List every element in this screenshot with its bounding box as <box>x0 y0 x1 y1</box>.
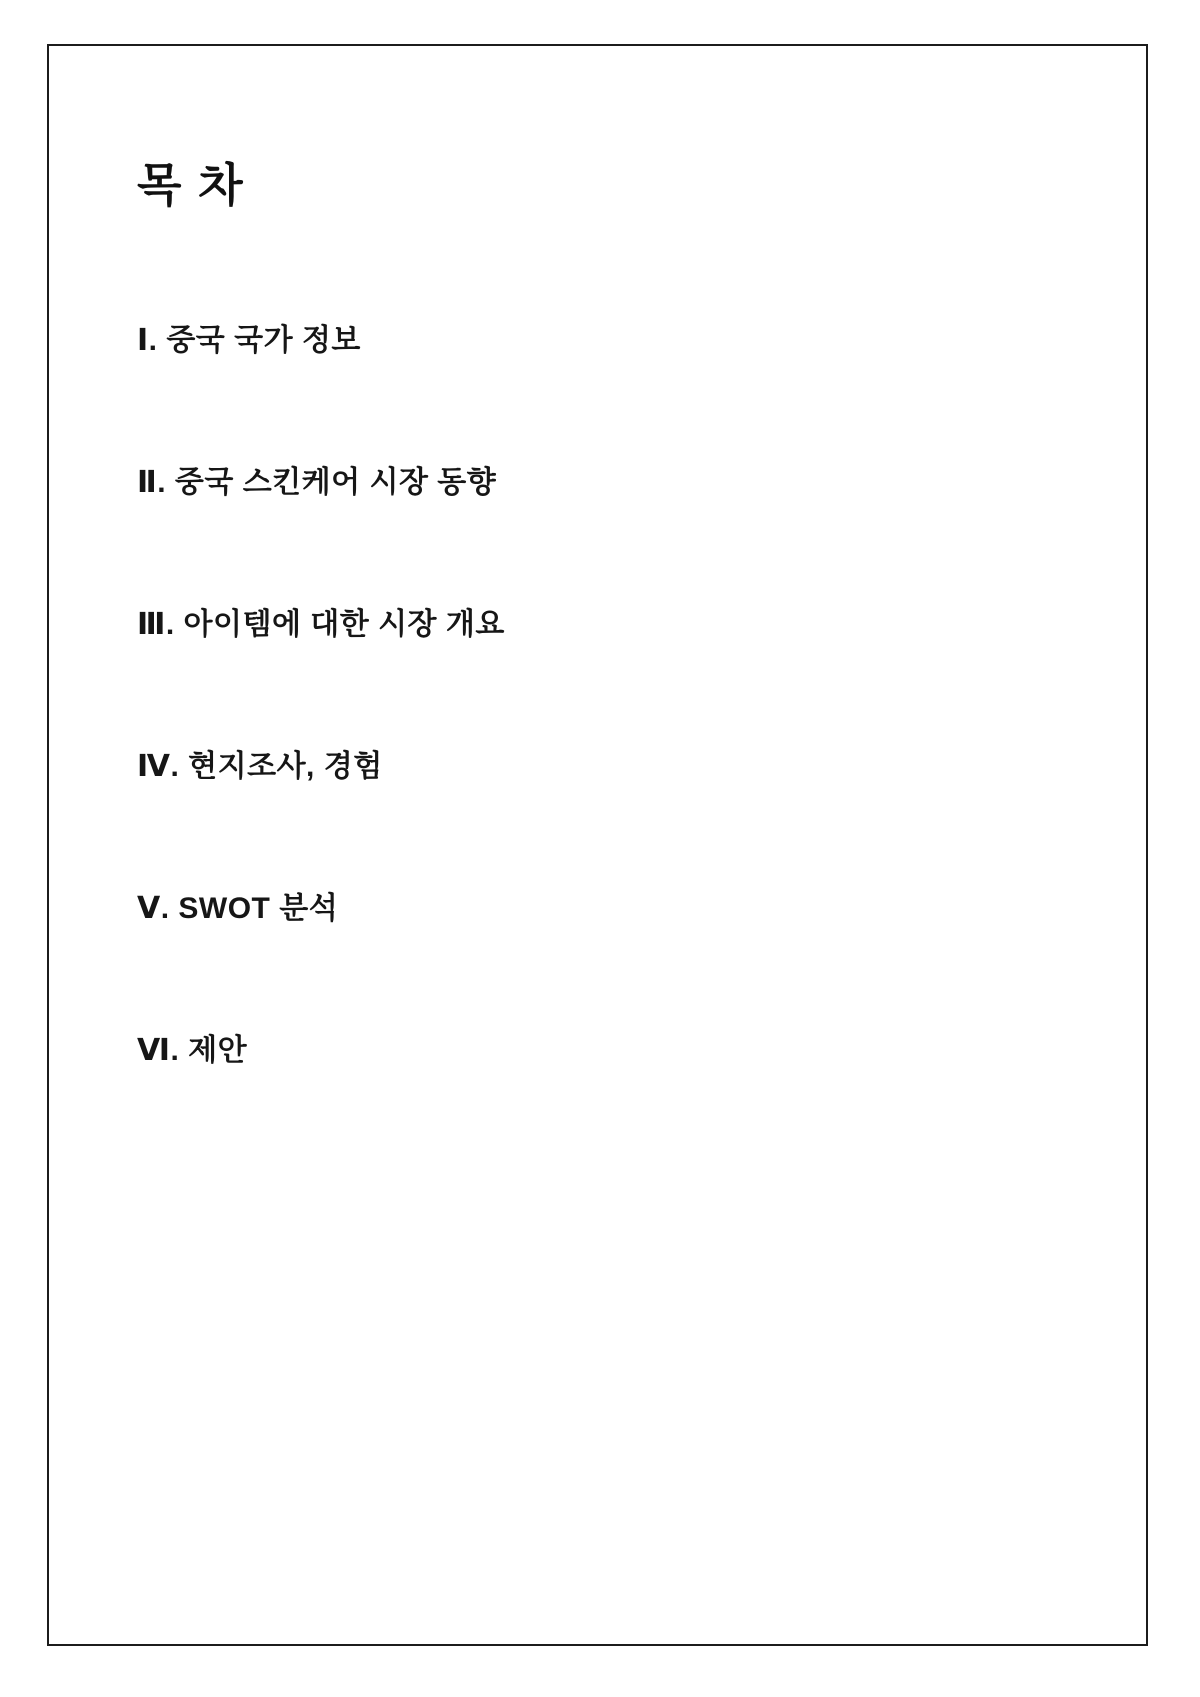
toc-item-4 <box>137 749 1106 785</box>
toc-item-6 <box>137 1033 1106 1069</box>
page-border-frame <box>47 44 1148 1646</box>
page-content <box>137 46 1106 1069</box>
toc-item-3-text: Ⅲ. 아이템에 대한 시장 개요 <box>137 607 505 641</box>
page-title: 목 차 <box>137 159 245 211</box>
toc-item-3 <box>137 607 1106 643</box>
toc-item-2-text: Ⅱ. 중국 스킨케어 시장 동향 <box>137 465 497 499</box>
toc-list <box>137 323 1106 1069</box>
toc-item-2 <box>137 465 1106 501</box>
toc-item-5-text: Ⅴ. SWOT 분석 <box>137 891 339 925</box>
toc-item-1-text: Ⅰ. 중국 국가 정보 <box>137 323 361 357</box>
toc-item-6-text: Ⅵ. 제안 <box>137 1033 248 1067</box>
toc-item-5 <box>137 891 1106 927</box>
toc-item-1 <box>137 323 1106 359</box>
toc-item-4-text: Ⅳ. 현지조사, 경험 <box>137 749 383 783</box>
